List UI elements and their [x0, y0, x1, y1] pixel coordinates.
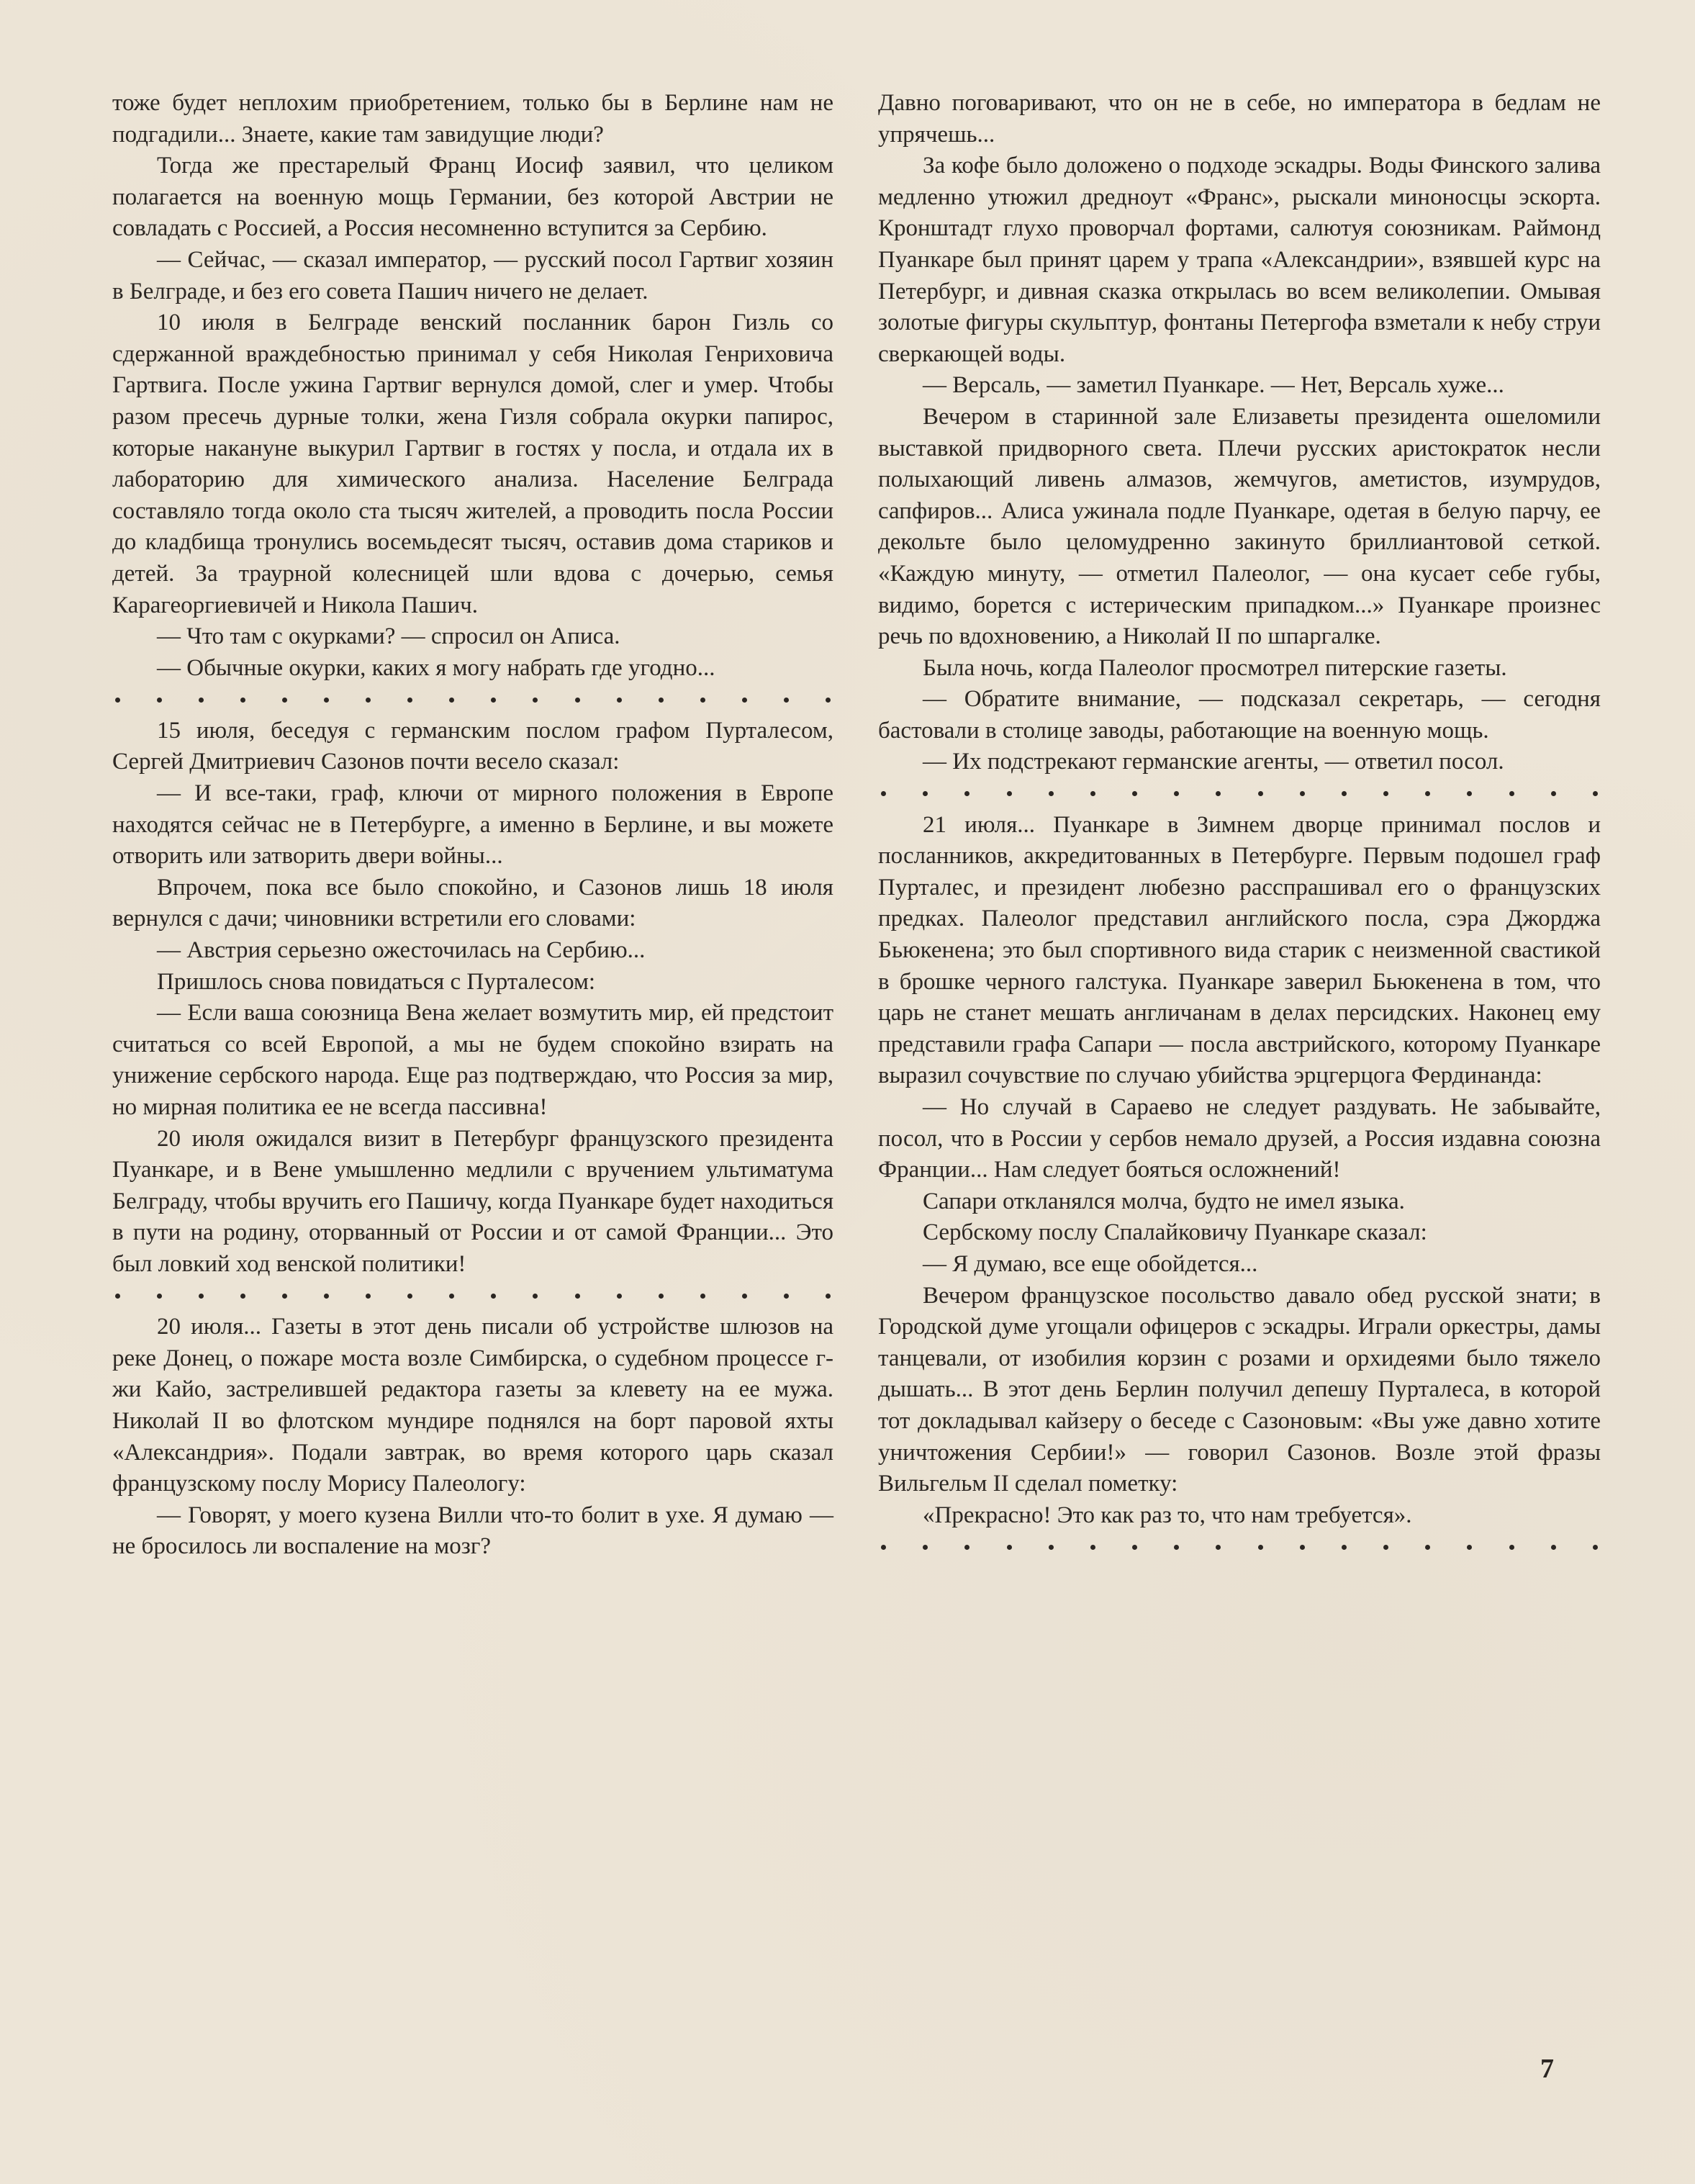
paragraph: — И все-таки, граф, ключи от мирного положения в Европе находятся сейчас не в Петербурге, а именно в Берлине, и вы можете отворить или затворить двери войны...	[112, 780, 833, 870]
section-separator	[112, 1281, 833, 1312]
right-column	[878, 88, 1601, 1563]
paragraph: Сапари откланялся молча, будто не имел языка.	[923, 1188, 1405, 1214]
paragraph: — Я думаю, все еще обойдется...	[923, 1250, 1258, 1277]
paragraph: Тогда же престарелый Франц Иосиф заявил, что целиком полагается на военную мощь Германии, без которой Австрии не совладать с Россией, а Россия несомненно вступится за Сербию.	[112, 153, 833, 242]
section-separator	[878, 1531, 1601, 1563]
paragraph: 15 июля, беседуя с германским послом графом Пурталесом, Сергей Дмитриевич Сазонов почти весело сказал:	[112, 717, 833, 775]
paragraph: Сербскому послу Спалайковичу Пуанкаре сказал:	[923, 1219, 1427, 1246]
paragraph: — Но случай в Сараево не следует раздувать. Не забывайте, посол, что в России у сербов немало друзей, а Россия издавна союзна Франции... Нам следует бояться осложнений!	[878, 1094, 1601, 1183]
paragraph: Давно поговаривают, что он не в себе, но императора в бедлам не упрячешь...	[878, 90, 1601, 148]
paragraph: — Если ваша союзница Вена желает возмутить мир, ей предстоит считаться со всей Европой, а мы не будем спокойно взирать на унижение сербского народа. Еще раз подтверждаю, что Россия за мир, но мирная политика ее не всегда пассивна!	[112, 1000, 833, 1120]
page-number: 7	[1540, 2054, 1554, 2084]
paragraph: Пришлось снова повидаться с Пурталесом:	[157, 968, 596, 995]
paragraph: — Австрия серьезно ожесточилась на Сербию...	[157, 937, 646, 964]
paragraph: 20 июля ожидался визит в Петербург французского президента Пуанкаре, и в Вене умышленно медлили с вручением ультиматума Белграду, чтобы вручить его Пашичу, когда Пуанкаре будет находиться в пути на родину, оторванный от России и от самой Франции... Это был ловкий ход венской политики!	[112, 1125, 833, 1277]
paragraph: — Обычные окурки, каких я могу набрать где угодно...	[157, 654, 715, 681]
paragraph: За кофе было доложено о подходе эскадры. Воды Финского залива медленно утюжил дредноут «Франс», рыскали миноносцы эскорта. Кронштадт глухо проворчал фортами, салютуя союзникам. Раймонд Пуанкаре был принят царем у трапа «Александрии», взявшей курс на Петербург, и дивная сказка открылась во всем великолепии. Омывая золотые фигуры скульптур, фонтаны Петергофа взметали к небу струи сверкающей воды.	[878, 153, 1601, 367]
paragraph: 10 июля в Белграде венский посланник барон Гизль со сдержанной враждебностью принимал у себя Николая Генриховича Гартвига. После ужина Гартвиг вернулся домой, слег и умер. Чтобы разом пресечь дурные толки, жена Гизля собрала окурки папирос, которые накануне выкурил Гартвиг в гостях у посла, и отдала их в лабораторию для химического анализа. Население Белграда составляло тогда около ста тысяч жителей, а проводить посла России до кладбища тронулись восемьдесят тысяч, оставив дома стариков и детей. За траурной колесницей шли вдова с дочерью, семья Карагеоргиевичей и Никола Пашич.	[112, 310, 833, 618]
paragraph: Вечером в старинной зале Елизаветы президента ошеломили выставкой придворного света. Плечи русских аристократок несли полыхающий ливень алмазов, жемчугов, аметистов, изумрудов, сапфиров... Алиса ужинала подле Пуанкаре, одетая в белую парчу, ее декольте было целомудренно закинуто бриллиантовой сеткой. «Каждую минуту, — отметил Палеолог, — она кусает себе губы, видимо, борется с истерическим припадком...» Пуанкаре произнес речь по вдохновению, а Николай II по шпаргалке.	[878, 403, 1601, 650]
paragraph: Впрочем, пока все было спокойно, и Сазонов лишь 18 июля вернулся с дачи; чиновники встретили его словами:	[112, 874, 833, 932]
paragraph: — Что там с окурками? — спросил он Аписа.	[157, 623, 620, 650]
paragraph: тоже будет неплохим приобретением, только бы в Берлине нам не подгадили... Знаете, какие там завидущие люди?	[112, 90, 833, 148]
paragraph: — Сейчас, — сказал император, — русский посол Гартвиг хозяин в Белграде, и без его совета Пашич ничего не делает.	[112, 246, 833, 304]
paragraph: — Говорят, у моего кузена Вилли что-то болит в ухе. Я думаю — не бросилось ли воспаление на мозг?	[112, 1502, 833, 1560]
paragraph: 21 июля... Пуанкаре в Зимнем дворце принимал послов и посланников, аккредитованных в Петербурге. Первым подошел граф Пурталес, и президент любезно расспрашивал его о французских предках. Палеолог представил английского посла, сэра Джорджа Бьюкенена; это был спортивного вида старик с неизменной свастикой в брошке черного галстука. Пуанкаре заверил Бьюкенена в том, что царь не станет мешать англичанам в делах персидских. Наконец ему представили графа Сапари — посла австрийского, которому Пуанкаре выразил сочувствие по случаю убийства эрцгерцога Фердинанда:	[878, 811, 1601, 1089]
paragraph: 20 июля... Газеты в этот день писали об устройстве шлюзов на реке Донец, о пожаре моста возле Симбирска, о судебном процессе г-жи Кайо, застрелившей редактора газеты за клевету на ее мужа. Николай II во флотском мундире поднялся на борт паровой яхты «Александрия». Подали завтрак, во время которого царь сказал французскому послу Морису Палеологу:	[112, 1314, 833, 1497]
left-column	[112, 88, 833, 1563]
paragraph: Вечером французское посольство давало обед русской знати; в Городской думе угощали офицеров с эскадры. Играли оркестры, дамы танцевали, от изобилия корзин с розами и орхидеями было тяжело дышать... В этот день Берлин получил депешу Пурталеса, в которой тот докладывал кайзеру о беседе с Сазоновым: «Вы уже давно хотите уничтожения Сербии!» — говорил Сазонов. Возле этой фразы Вильгельм II сделал пометку:	[878, 1282, 1601, 1497]
paragraph: «Прекрасно! Это как раз то, что нам требуется».	[923, 1502, 1412, 1528]
section-separator	[878, 778, 1601, 810]
section-separator	[112, 684, 833, 716]
paragraph: — Их подстрекают германские агенты, — ответил посол.	[923, 749, 1504, 775]
paragraph: Была ночь, когда Палеолог просмотрел питерские газеты.	[923, 654, 1507, 681]
paragraph: — Версаль, — заметил Пуанкаре. — Нет, Версаль хуже...	[923, 372, 1504, 399]
paragraph: — Обратите внимание, — подсказал секретарь, — сегодня бастовали в столице заводы, работающие на военную мощь.	[878, 686, 1601, 744]
